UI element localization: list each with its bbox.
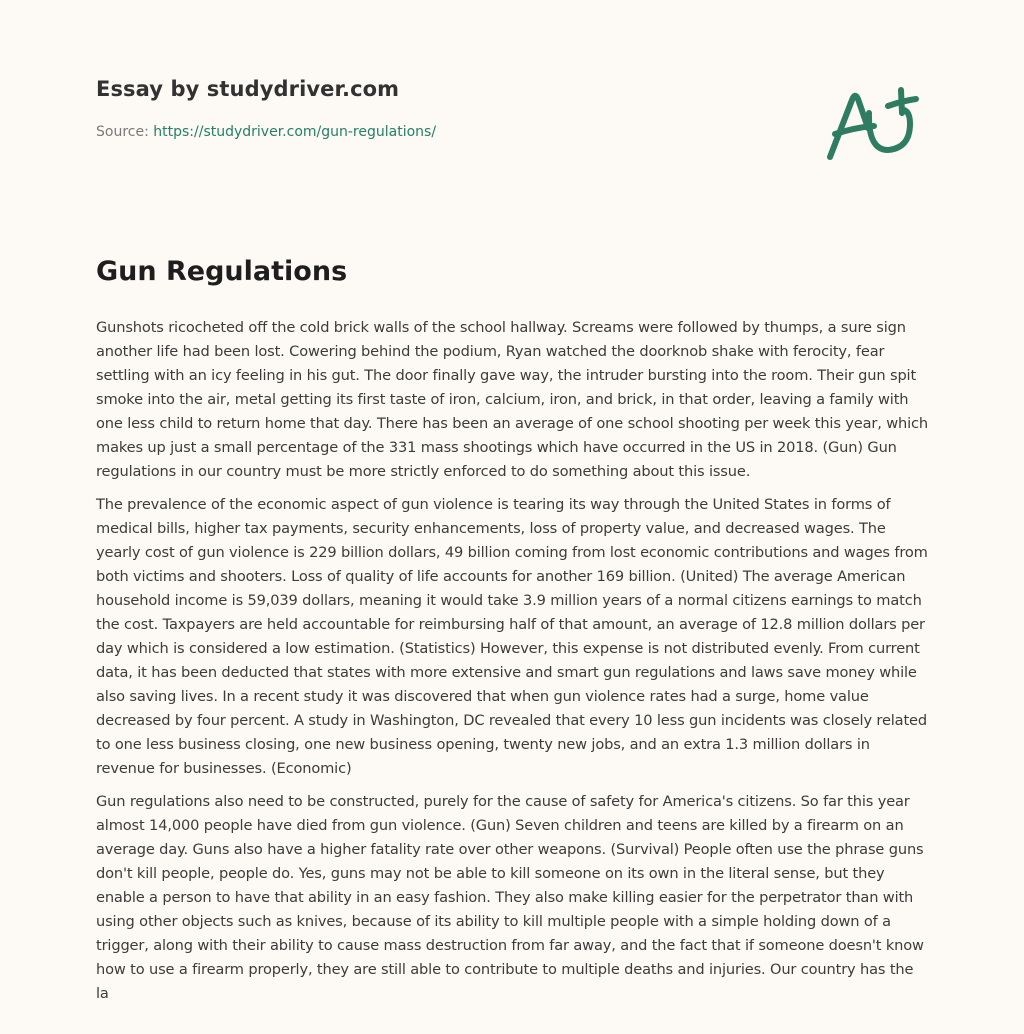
a-plus-grade-icon xyxy=(822,66,926,166)
document-title: Gun Regulations xyxy=(96,256,348,287)
paragraph: The prevalence of the economic aspect of gun violence is tearing its way through the United States in forms of medical bills, higher tax payments, security enhancements, loss of property value, and decreased wages. The yearly cost of gun violence is 229 billion dollars, 49 billion coming from lost economic contributions and wages from both victims and shooters. Loss of quality of life accounts for another 169 billion. (United) The average American household income is 59,039 dollars, meaning it would take 3.9 million years of a normal citizens earnings to match the cost. Taxpayers are held accountable for reimbursing half of that amount, an average of 12.8 million dollars per day which is considered a low estimation. (Statistics) However, this expense is not distributed evenly. From current data, it has been deducted that states with more extensive and smart gun regulations and laws save money while also saving lives. In a recent study it was discovered that when gun violence rates had a surge, home value decreased by four percent. A study in Washington, DC revealed that every 10 less gun incidents was closely related to one less business closing, one new business opening, twenty new jobs, and an extra 1.3 million dollars in revenue for businesses. (Economic) xyxy=(96,496,928,777)
essay-body xyxy=(96,316,928,1015)
paragraph: Gunshots ricocheted off the cold brick walls of the school hallway. Screams were followed by thumps, a sure sign another life had been lost. Cowering behind the podium, Ryan watched the doorknob shake with ferocity, fear settling with an icy feeling in his gut. The door finally gave way, the intruder bursting into the room. Their gun spit smoke into the air, metal getting its first taste of iron, calcium, iron, and brick, in that order, leaving a family with one less child to return home that day. There has been an average of one school shooting per week this year, which makes up just a small percentage of the 331 mass shootings which have occurred in the US in 2018. (Gun) Gun regulations in our country must be more strictly enforced to do something about this issue. xyxy=(96,319,928,480)
site-header-title: Essay by studydriver.com xyxy=(96,77,400,101)
paragraph: Gun regulations also need to be constructed, purely for the cause of safety for America's citizens. So far this year almost 14,000 people have died from gun violence. (Gun) Seven children and teens are killed by a firearm on an average day. Guns also have a higher fatality rate over other weapons. (Survival) People often use the phrase guns don't kill people, people do. Yes, guns may not be able to kill someone on its own in the literal sense, but they enable a person to have that ability in an easy fashion. They also make killing easier for the perpetrator than with using other objects such as knives, because of its ability to kill multiple people with a simple holding down of a trigger, along with their ability to cause mass destruction from far away, and the fact that if someone doesn't know how to use a firearm properly, they are still able to contribute to multiple deaths and injuries. Our country has the la xyxy=(96,793,924,1002)
source-label: Source: xyxy=(96,124,154,140)
source-link[interactable]: https://studydriver.com/gun-regulations/ xyxy=(153,124,437,140)
source-line xyxy=(96,124,436,140)
